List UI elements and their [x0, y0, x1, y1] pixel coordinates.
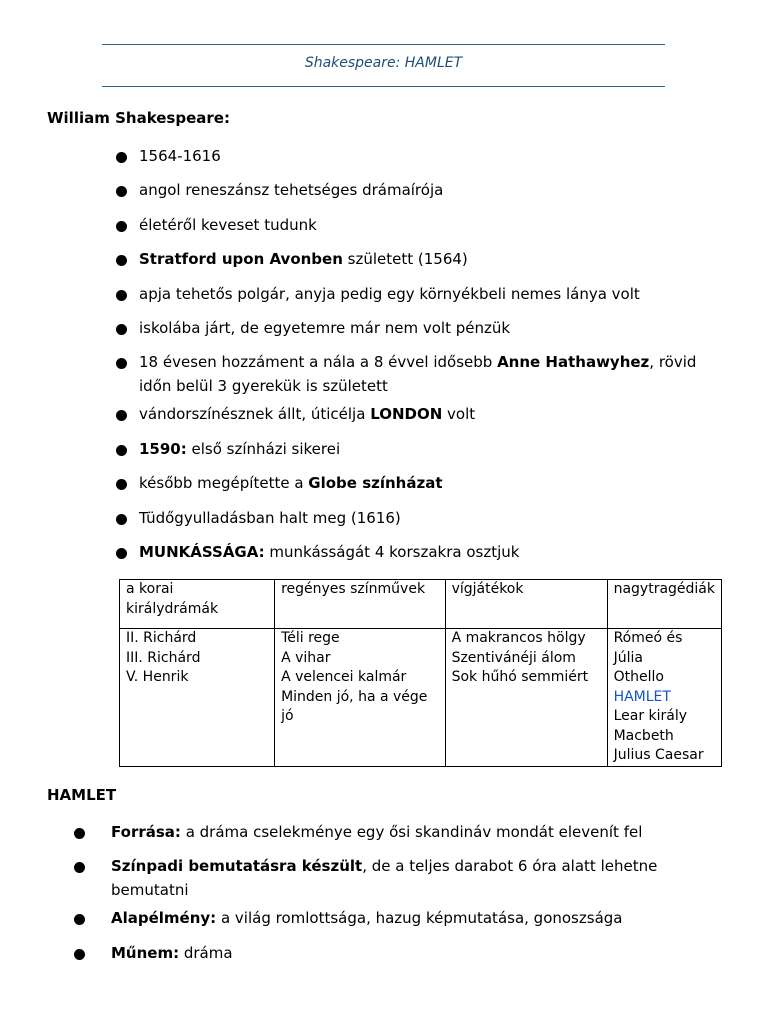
- text-run: első színházi sikerei: [186, 440, 341, 458]
- list-item-text: [111, 820, 686, 844]
- list-item-text: [139, 437, 729, 461]
- table-header-row: [120, 580, 722, 629]
- bullet-icon: [116, 514, 127, 525]
- work-title: Minden jó, ha a vége jó: [281, 688, 428, 724]
- list-item-text: [139, 178, 729, 202]
- text-run: később megépítette a: [139, 474, 309, 492]
- bullet-icon: [116, 290, 127, 301]
- bold-text-run: Globe színházat: [308, 474, 443, 492]
- table-header-cell: vígjátékok: [445, 580, 607, 629]
- work-title: III. Richárd: [126, 649, 201, 666]
- bold-text-run: LONDON: [370, 405, 443, 423]
- table-row: [120, 629, 722, 767]
- text-run: volt: [442, 405, 476, 423]
- list-item-text: [139, 144, 729, 168]
- list-item-text: [139, 506, 729, 530]
- text-run: 18 évesen hozzáment a nála a 8 évvel idősebb: [139, 353, 498, 371]
- bold-text-run: Forrása:: [111, 823, 181, 841]
- list-item-text: [139, 350, 729, 398]
- text-run: angol reneszánsz tehetséges drámaírója: [139, 181, 444, 199]
- list-item-text: [139, 471, 729, 495]
- bold-text-run: Anne Hathawyhez: [497, 353, 650, 371]
- work-title: Macbeth: [613, 727, 674, 744]
- bullet-icon: [74, 862, 85, 873]
- list-item-text: [111, 906, 686, 930]
- bullet-icon: [74, 828, 85, 839]
- text-run: munkásságát 4 korszakra osztjuk: [264, 543, 520, 561]
- list-item-text: [111, 941, 686, 965]
- bullet-icon: [116, 152, 127, 163]
- work-title: Rómeó és Júlia: [613, 630, 683, 666]
- bold-text-run: 1590:: [139, 440, 187, 458]
- work-title: Othello: [613, 669, 664, 685]
- bullet-icon: [116, 358, 127, 369]
- work-title: V. Henrik: [126, 669, 189, 685]
- text-run: apja tehetős polgár, anyja pedig egy környékbeli nemes lánya volt: [139, 285, 640, 303]
- hamlet-heading: HAMLET: [47, 786, 117, 804]
- text-run: született (1564): [342, 250, 468, 268]
- table-header-cell: regényes színművek: [275, 580, 446, 629]
- list-item-text: [139, 247, 729, 271]
- table-cell: [607, 629, 721, 767]
- list-item-text: [139, 402, 729, 426]
- works-table: [119, 579, 722, 767]
- text-run: életéről keveset tudunk: [139, 216, 317, 234]
- bold-text-run: Stratford upon Avonben: [139, 250, 343, 268]
- text-run: a dráma cselekménye egy ősi skandináv mondát elevenít fel: [180, 823, 643, 841]
- text-run: Tüdőgyulladásban halt meg (1616): [139, 509, 401, 527]
- bullet-icon: [74, 914, 85, 925]
- bold-text-run: Alapélmény:: [111, 909, 217, 927]
- bold-text-run: Műnem:: [111, 944, 180, 962]
- bio-heading: William Shakespeare:: [47, 109, 230, 127]
- table-header-cell: nagytragédiák: [607, 580, 721, 629]
- work-title: Lear király: [613, 708, 688, 724]
- work-title: Téli rege: [281, 630, 340, 646]
- bullet-icon: [116, 324, 127, 335]
- bullet-icon: [74, 949, 85, 960]
- text-run: dráma: [179, 944, 233, 962]
- list-item-text: [111, 854, 686, 902]
- work-title: Sok hűhó semmiért: [451, 669, 589, 685]
- text-run: iskolába járt, de egyetemre már nem volt pénzük: [139, 319, 511, 337]
- list-item-text: [139, 316, 729, 340]
- bullet-icon: [116, 479, 127, 490]
- bullet-icon: [116, 255, 127, 266]
- bullet-icon: [116, 186, 127, 197]
- header-bottom-rule: [102, 86, 665, 87]
- text-run: vándorszínésznek állt, úticélja: [139, 405, 371, 423]
- text-run: a világ romlottsága, hazug képmutatása, gonoszsága: [216, 909, 623, 927]
- hamlet-link[interactable]: HAMLET: [613, 688, 671, 705]
- page-header-title: Shakespeare: HAMLET: [304, 55, 463, 71]
- bold-text-run: Színpadi bemutatásra készült: [111, 857, 363, 875]
- bullet-icon: [116, 410, 127, 421]
- list-item-text: [139, 282, 729, 306]
- list-item-text: [139, 540, 729, 564]
- bold-text-run: MUNKÁSSÁGA:: [139, 543, 265, 561]
- table-cell: [120, 629, 275, 767]
- work-title: Szentivánéji álom: [451, 649, 576, 666]
- work-title: A velencei kalmár: [281, 669, 407, 685]
- work-title: A vihar: [281, 649, 331, 666]
- bullet-icon: [116, 548, 127, 559]
- table-header-cell: a korai királydrámák: [120, 580, 275, 629]
- table-cell: [445, 629, 607, 767]
- bullet-icon: [116, 221, 127, 232]
- work-title: II. Richárd: [126, 630, 197, 646]
- text-run: , rövid időn belül 3 gyerekük is született: [139, 353, 697, 395]
- bullet-icon: [116, 445, 127, 456]
- table-cell: [275, 629, 446, 767]
- work-title: A makrancos hölgy: [451, 630, 586, 646]
- text-run: 1564-1616: [139, 147, 221, 165]
- work-title: Julius Caesar: [613, 747, 704, 763]
- list-item-text: [139, 213, 729, 237]
- text-run: , de a teljes darabot 6 óra alatt lehetne bemutatni: [111, 857, 658, 899]
- header-top-rule: [102, 44, 665, 45]
